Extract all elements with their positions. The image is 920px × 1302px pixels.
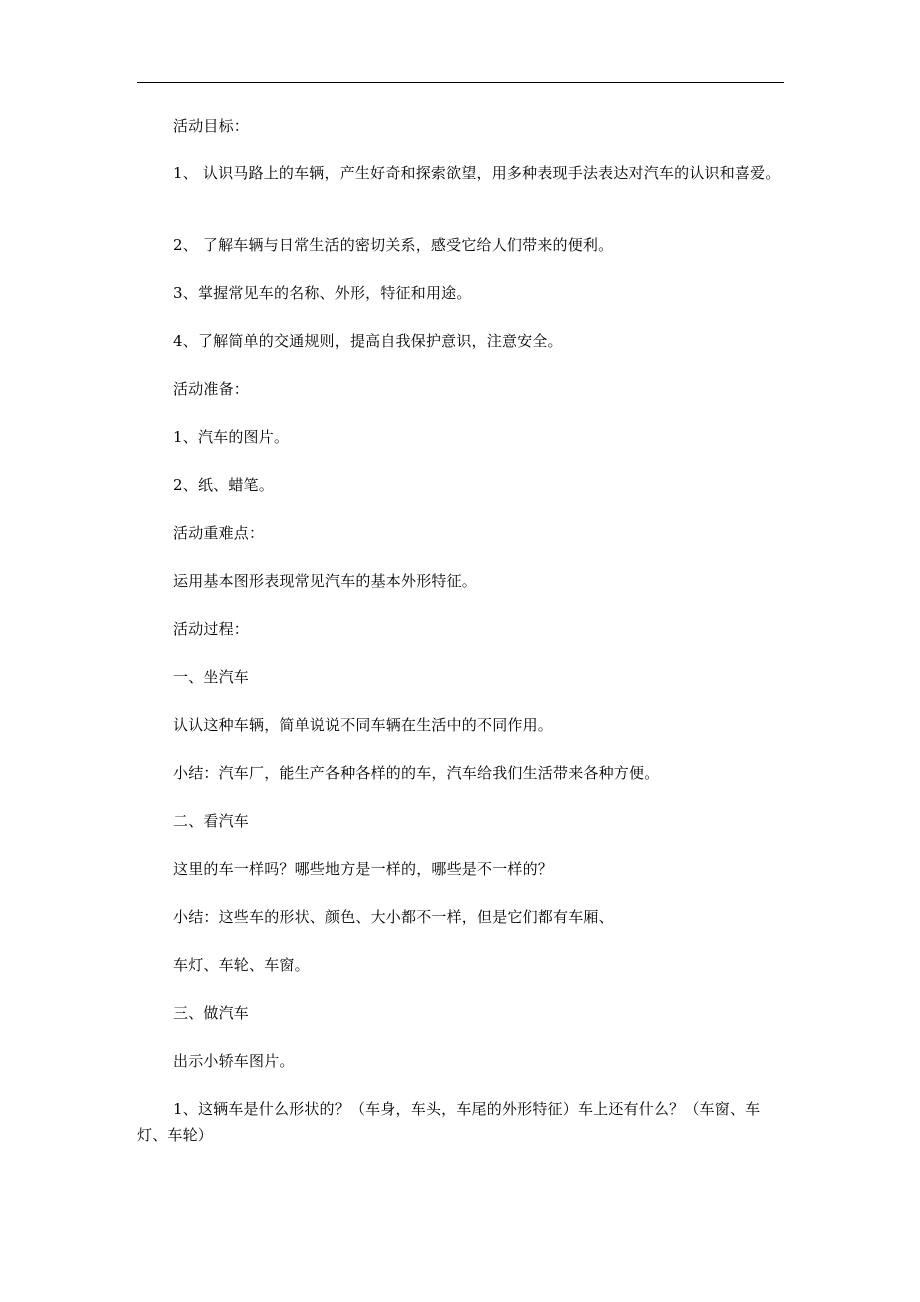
goal-3: 3、掌握常见车的名称、外形，特征和用途。 (173, 284, 472, 302)
section-2-title: 二、看汽车 (173, 812, 250, 830)
goal-1: 1、 认识马路上的车辆，产生好奇和探索欲望，用多种表现手法表达对汽车的认识和喜爱。 (173, 164, 781, 182)
section-1-summary: 小结：汽车厂，能生产各种各样的的车，汽车给我们生活带来各种方便。 (173, 764, 660, 782)
goal-2: 2、 了解车辆与日常生活的密切关系，感受它给人们带来的便利。 (173, 236, 614, 254)
prep-1: 1、汽车的图片。 (173, 428, 290, 446)
section-3-question-1: 1、这辆车是什么形状的？（车身，车头，车尾的外形特征）车上还有什么？（车窗、车灯、车轮） (137, 1100, 761, 1144)
goal-4: 4、了解简单的交通规则，提高自我保护意识，注意安全。 (173, 332, 563, 350)
prep-2: 2、纸、蜡笔。 (173, 476, 274, 494)
section-2-text: 这里的车一样吗？哪些地方是一样的，哪些是不一样的？ (173, 860, 554, 878)
heading-goals: 活动目标： (173, 117, 250, 135)
key-text: 运用基本图形表现常见汽车的基本外形特征。 (173, 572, 478, 590)
heading-process: 活动过程： (173, 620, 250, 638)
section-2-summary-a: 小结：这些车的形状、颜色、大小都不一样，但是它们都有车厢、 (173, 908, 614, 926)
section-3-title: 三、做汽车 (173, 1004, 250, 1022)
section-3-text: 出示小轿车图片。 (173, 1052, 295, 1070)
section-1-text: 认认这种车辆，简单说说不同车辆在生活中的不同作用。 (173, 716, 554, 734)
header-rule (137, 82, 784, 83)
section-2-summary-b: 车灯、车轮、车窗。 (173, 956, 310, 974)
heading-key: 活动重难点： (173, 524, 265, 542)
heading-prep: 活动准备： (173, 380, 250, 398)
section-1-title: 一、坐汽车 (173, 668, 250, 686)
